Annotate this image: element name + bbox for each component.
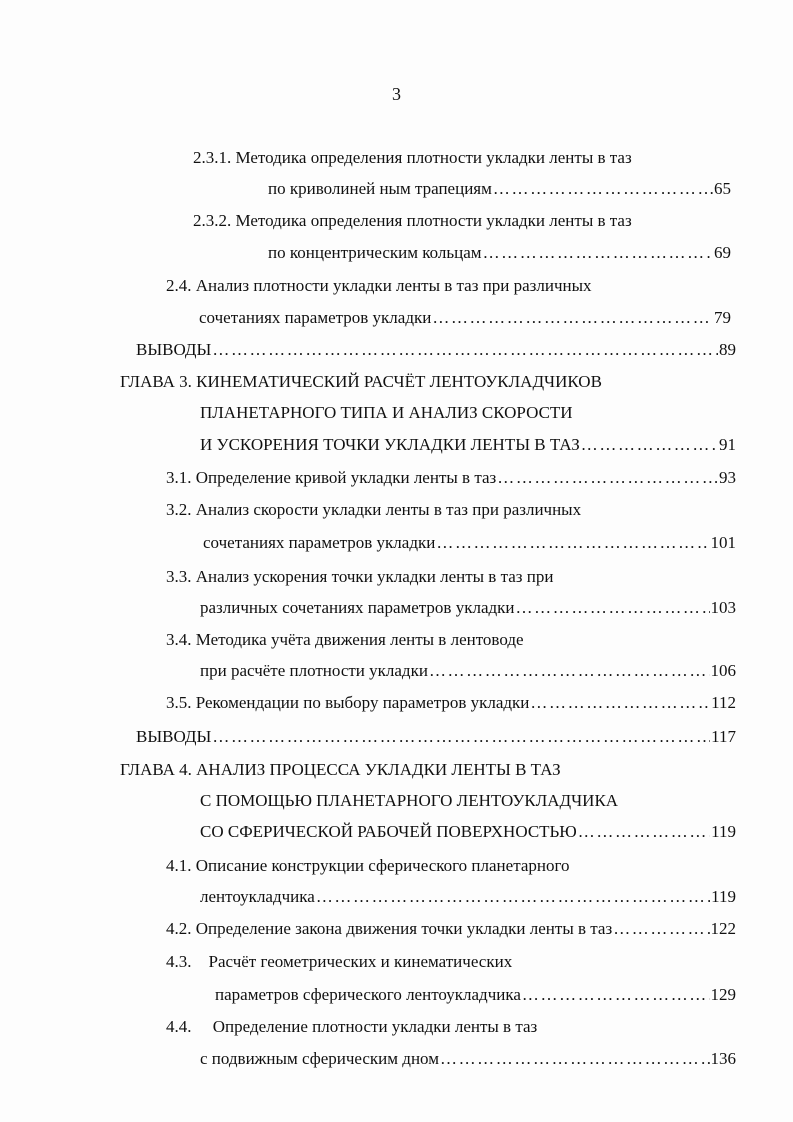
toc-entry-2-3-2-line-1	[193, 209, 632, 233]
dot-leader	[522, 983, 710, 1007]
toc-entry-2-4-line-2[interactable]	[199, 306, 731, 330]
dot-leader	[516, 596, 710, 620]
toc-entry-4-3-line-1	[166, 950, 512, 974]
toc-text: 3.2. Анализ скорости укладки ленты в таз при различных	[166, 500, 582, 519]
toc-text: 3.4. Методика учёта движения ленты в лентоводе	[166, 630, 524, 649]
toc-text: при расчёте плотности укладки	[200, 661, 428, 680]
dot-leader	[613, 917, 709, 941]
toc-entry-3-4-line-2[interactable]	[200, 659, 736, 683]
toc-text: 2.3.1. Методика определения плотности укладки ленты в таз	[193, 148, 632, 167]
toc-page-number: 112	[711, 693, 736, 712]
toc-text: И УСКОРЕНИЯ ТОЧКИ УКЛАДКИ ЛЕНТЫ В ТАЗ	[200, 435, 580, 454]
toc-text: 4.1. Описание конструкции сферического планетарного	[166, 856, 570, 875]
toc-chapter-4-line-1	[120, 758, 561, 782]
toc-entry-conclusions-2[interactable]	[136, 338, 736, 362]
toc-entry-4-4-line-1	[166, 1015, 537, 1039]
dot-leader	[432, 306, 713, 330]
toc-entry-4-4-line-2[interactable]	[200, 1047, 736, 1071]
toc-page-number: 103	[710, 598, 736, 617]
toc-page-number: 79	[714, 308, 731, 327]
toc-text: 2.3.2. Методика определения плотности укладки ленты в таз	[193, 211, 632, 230]
dot-leader	[316, 885, 710, 909]
dot-leader	[578, 820, 710, 844]
toc-text: ГЛАВА 4. АНАЛИЗ ПРОЦЕССА УКЛАДКИ ЛЕНТЫ В ТАЗ	[120, 760, 561, 779]
toc-entry-3-2-line-2[interactable]	[203, 531, 736, 555]
toc-text: параметров сферического лентоукладчика	[215, 985, 521, 1004]
toc-entry-4-2[interactable]	[166, 917, 736, 941]
toc-text: различных сочетаниях параметров укладки	[200, 598, 515, 617]
toc-page-number: 69	[714, 243, 731, 262]
toc-page-number: 129	[710, 985, 736, 1004]
toc-entry-4-1-line-1	[166, 854, 570, 878]
toc-page-number: 119	[711, 822, 736, 841]
toc-text: ВЫВОДЫ	[136, 727, 212, 746]
toc-text: ВЫВОДЫ	[136, 340, 212, 359]
dot-leader	[436, 531, 709, 555]
dot-leader	[581, 433, 718, 457]
toc-text: 3.5. Рекомендации по выбору параметров укладки	[166, 693, 530, 712]
toc-text: 4.3. Расчёт геометрических и кинематических	[166, 952, 513, 971]
toc-entry-2-3-1-line-1	[193, 146, 632, 170]
toc-chapter-3-line-1	[120, 370, 602, 394]
toc-entry-3-3-line-1	[166, 565, 553, 589]
toc-entry-3-4-line-1	[166, 628, 524, 652]
toc-entry-4-1-line-2[interactable]	[200, 885, 736, 909]
toc-text: 3.1. Определение кривой укладки ленты в таз	[166, 468, 497, 487]
toc-entry-2-3-1-line-2[interactable]	[268, 177, 731, 201]
toc-text: 4.4. Определение плотности укладки ленты в таз	[166, 1017, 538, 1036]
toc-text: по криволиней ным трапециям	[268, 179, 492, 198]
toc-page-number: 136	[710, 1049, 736, 1068]
dot-leader	[429, 659, 710, 683]
page-number: 3	[392, 84, 401, 104]
toc-text: по концентрическим кольцам	[268, 243, 482, 262]
toc-text: 2.4. Анализ плотности укладки ленты в таз при различных	[166, 276, 592, 295]
dot-leader	[212, 725, 710, 749]
toc-page-number: 93	[719, 468, 736, 487]
toc-text: ГЛАВА 3. КИНЕМАТИЧЕСКИЙ РАСЧЁТ ЛЕНТОУКЛАДЧИКОВ	[120, 372, 602, 391]
toc-chapter-4-line-2	[200, 789, 618, 813]
toc-entry-4-3-line-2[interactable]	[215, 983, 736, 1007]
toc-text: 4.2. Определение закона движения точки укладки ленты в таз	[166, 919, 613, 938]
toc-page-number: 122	[710, 919, 736, 938]
toc-entry-3-3-line-2[interactable]	[200, 596, 736, 620]
toc-entry-conclusions-3[interactable]	[136, 725, 736, 749]
toc-page-number: 101	[710, 533, 736, 552]
toc-text: С ПОМОЩЬЮ ПЛАНЕТАРНОГО ЛЕНТОУКЛАДЧИКА	[200, 791, 619, 810]
toc-chapter-3-line-2	[200, 401, 573, 425]
toc-page-number: 65	[714, 179, 731, 198]
toc-entry-2-4-line-1	[166, 274, 592, 298]
dot-leader	[497, 466, 718, 490]
toc-text: сочетаниях параметров укладки	[203, 533, 436, 552]
dot-leader	[440, 1047, 710, 1071]
toc-page-number: 117	[711, 727, 736, 746]
toc-text: с подвижным сферическим дном	[200, 1049, 439, 1068]
toc-chapter-3-line-3[interactable]	[200, 433, 736, 457]
toc-page-number: 106	[710, 661, 736, 680]
toc-text: 3.3. Анализ ускорения точки укладки ленты в таз при	[166, 567, 554, 586]
toc-text: СО СФЕРИЧЕСКОЙ РАБОЧЕЙ ПОВЕРХНОСТЬЮ	[200, 822, 577, 841]
dot-leader	[483, 241, 713, 265]
toc-text: ПЛАНЕТАРНОГО ТИПА И АНАЛИЗ СКОРОСТИ	[200, 403, 573, 422]
dot-leader	[493, 177, 713, 201]
toc-entry-3-1[interactable]	[166, 466, 736, 490]
dot-leader	[530, 691, 710, 715]
toc-text: лентоукладчика	[200, 887, 315, 906]
dot-leader	[212, 338, 718, 362]
toc-entry-2-3-2-line-2[interactable]	[268, 241, 731, 265]
toc-entry-3-2-line-1	[166, 498, 581, 522]
toc-entry-3-5[interactable]	[166, 691, 736, 715]
toc-page-number: 119	[711, 887, 736, 906]
toc-chapter-4-line-3[interactable]	[200, 820, 736, 844]
toc-page-number: 91	[719, 435, 736, 454]
toc-text: сочетаниях параметров укладки	[199, 308, 432, 327]
toc-page-number: 89	[719, 340, 736, 359]
